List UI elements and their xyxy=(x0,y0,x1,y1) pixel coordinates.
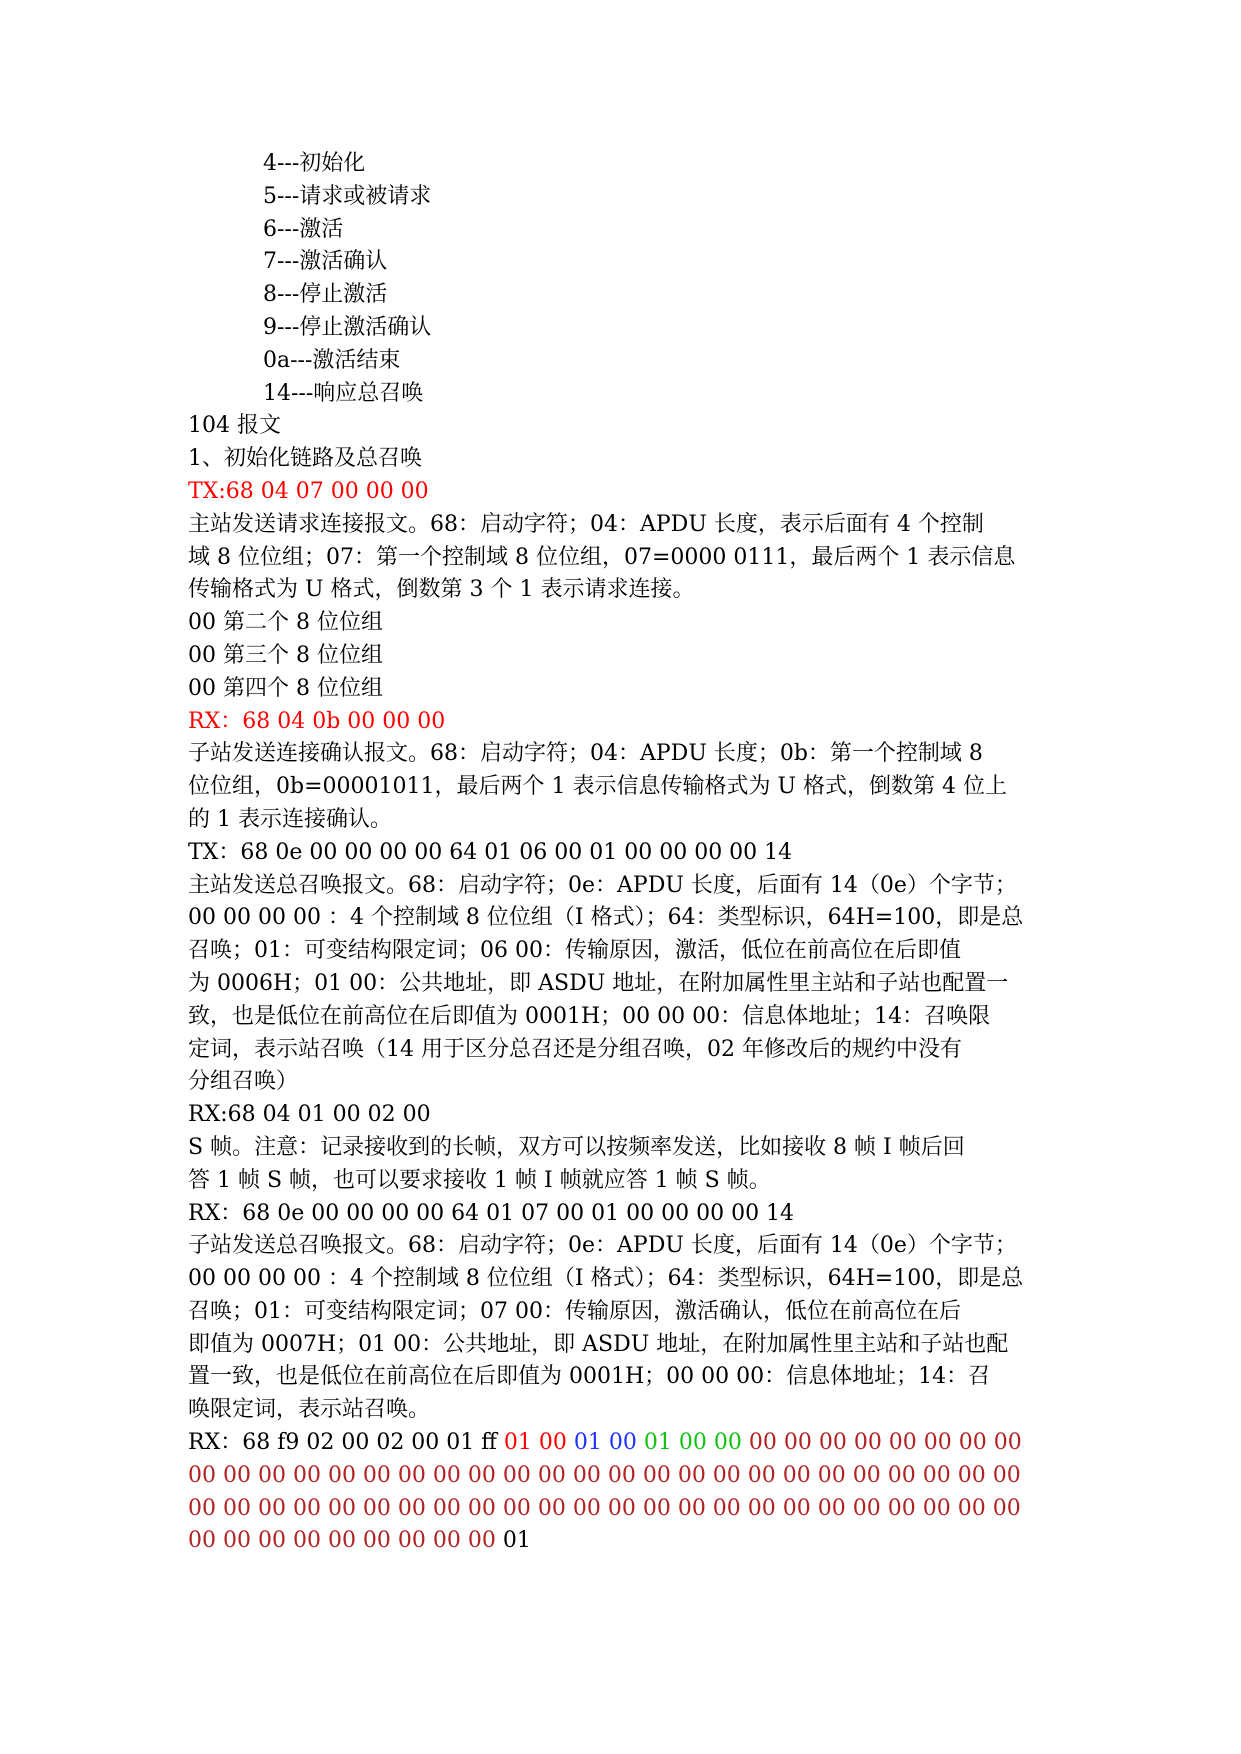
cause-code: 0a---激活结束 xyxy=(263,347,401,373)
description-line: S 帧。注意：记录接收到的长帧，双方可以按频率发送，比如接收 8 帧 I 帧后回 xyxy=(188,1134,965,1160)
description-line: 主站发送请求连接报文。68：启动字符；04：APDU 长度，表示后面有 4 个控制 xyxy=(188,511,984,537)
description-line: 00 第四个 8 位位组 xyxy=(188,675,383,701)
description-line: 子站发送连接确认报文。68：启动字符；04：APDU 长度；0b：第一个控制域 8 xyxy=(188,741,983,767)
description-line: 传输格式为 U 格式，倒数第 3 个 1 表示请求连接。 xyxy=(188,577,695,603)
section-title: 104 报文 xyxy=(188,413,281,439)
rx-frame-4-line-1 xyxy=(188,1427,1108,1460)
description-line: 00 第三个 8 位位组 xyxy=(188,642,383,668)
rx-frame-2: RX:68 04 01 00 02 00 xyxy=(188,1102,431,1128)
description-line: 域 8 位位组；07：第一个控制域 8 位位组，07=0000 0111，最后两个 1 表示信息 xyxy=(188,544,1016,570)
description-line: 定词，表示站召唤（14 用于区分总召还是分组召唤，02 年修改后的规约中没有 xyxy=(188,1036,962,1062)
rx-frame-1: RX：68 04 0b 00 00 00 xyxy=(188,708,446,734)
subsection-title: 1、初始化链路及总召唤 xyxy=(188,446,422,472)
description-line: 00 第二个 8 位位组 xyxy=(188,610,383,636)
document-page xyxy=(188,148,1108,1558)
rx-frame-4-tail: 01 xyxy=(495,1528,531,1554)
rx-frame-4-data-bytes: 00 00 00 00 00 00 00 00 00 00 00 00 00 00 00 00 00 00 00 00 00 00 00 00 xyxy=(188,1462,1021,1488)
rx-frame-4-prefix: RX：68 f9 02 00 02 00 01 ff xyxy=(188,1430,504,1456)
rx-frame-4-data-bytes: 00 00 00 00 00 00 00 00 xyxy=(748,1430,1022,1456)
cause-code: 14---响应总召唤 xyxy=(263,380,424,406)
rx-frame-4-green-bytes: 01 00 00 xyxy=(643,1430,742,1456)
cause-code: 4---初始化 xyxy=(263,151,366,176)
description-line: 即值为 0007H；01 00：公共地址，即 ASDU 地址，在附加属性里主站和子站也配 xyxy=(188,1331,1009,1357)
description-line: 位位组，0b=00001011，最后两个 1 表示信息传输格式为 U 格式，倒数第 4 位上 xyxy=(188,774,1007,800)
rx-frame-4-data-bytes: 00 00 00 00 00 00 00 00 00 xyxy=(188,1528,496,1554)
cause-code: 6---激活 xyxy=(263,216,344,242)
description-line: 置一致，也是低位在前高位在后即值为 0001H；00 00 00：信息体地址；14：召 xyxy=(188,1364,991,1390)
description-line: 召唤；01：可变结构限定词；07 00：传输原因，激活确认，低位在前高位在后 xyxy=(188,1298,961,1324)
description-line: 子站发送总召唤报文。68：启动字符；0e：APDU 长度，后面有 14（0e）个字节； xyxy=(188,1233,1017,1259)
description-line: 唤限定词，表示站召唤。 xyxy=(188,1397,431,1423)
description-line: 00 00 00 00 ：4 个控制域 8 位位组（I 格式）；64：类型标识，64H=100，即是总 xyxy=(188,1266,1024,1292)
description-line: 答 1 帧 S 帧，也可以要求接收 1 帧 I 帧就应答 1 帧 S 帧。 xyxy=(188,1167,771,1193)
cause-code: 7---激活确认 xyxy=(263,249,388,275)
rx-frame-4-data-bytes: 00 00 00 00 00 00 00 00 00 00 00 00 00 00 00 00 00 00 00 00 00 00 00 00 xyxy=(188,1495,1021,1521)
cause-code: 9---停止激活确认 xyxy=(263,314,432,340)
rx-frame-4-red-bytes: 01 00 xyxy=(503,1430,567,1456)
description-line: 的 1 表示连接确认。 xyxy=(188,806,392,832)
description-line: 00 00 00 00 ：4 个控制域 8 位位组（I 格式）；64：类型标识，64H=100，即是总 xyxy=(188,905,1024,931)
cause-code: 8---停止激活 xyxy=(263,282,388,308)
cause-code: 5---请求或被请求 xyxy=(263,183,432,209)
rx-frame-4-last-line xyxy=(188,1525,1108,1558)
description-line: 为 0006H；01 00：公共地址，即 ASDU 地址，在附加属性里主站和子站也配置一 xyxy=(188,970,1009,996)
rx-frame-3: RX：68 0e 00 00 00 00 64 01 07 00 01 00 00 00 00 14 xyxy=(188,1200,795,1226)
description-line: 致，也是低位在前高位在后即值为 0001H；00 00 00：信息体地址；14：召唤限 xyxy=(188,1003,991,1029)
tx-frame-1: TX:68 04 07 00 00 00 xyxy=(188,478,429,504)
rx-frame-4-blue-bytes: 01 00 xyxy=(573,1430,637,1456)
description-line: 分组召唤） xyxy=(188,1069,299,1095)
tx-frame-2: TX：68 0e 00 00 00 00 64 01 06 00 01 00 00 00 00 14 xyxy=(188,839,793,865)
description-line: 主站发送总召唤报文。68：启动字符；0e：APDU 长度，后面有 14（0e）个字节； xyxy=(188,872,1017,898)
description-line: 召唤；01：可变结构限定词；06 00：传输原因，激活，低位在前高位在后即值 xyxy=(188,938,961,964)
